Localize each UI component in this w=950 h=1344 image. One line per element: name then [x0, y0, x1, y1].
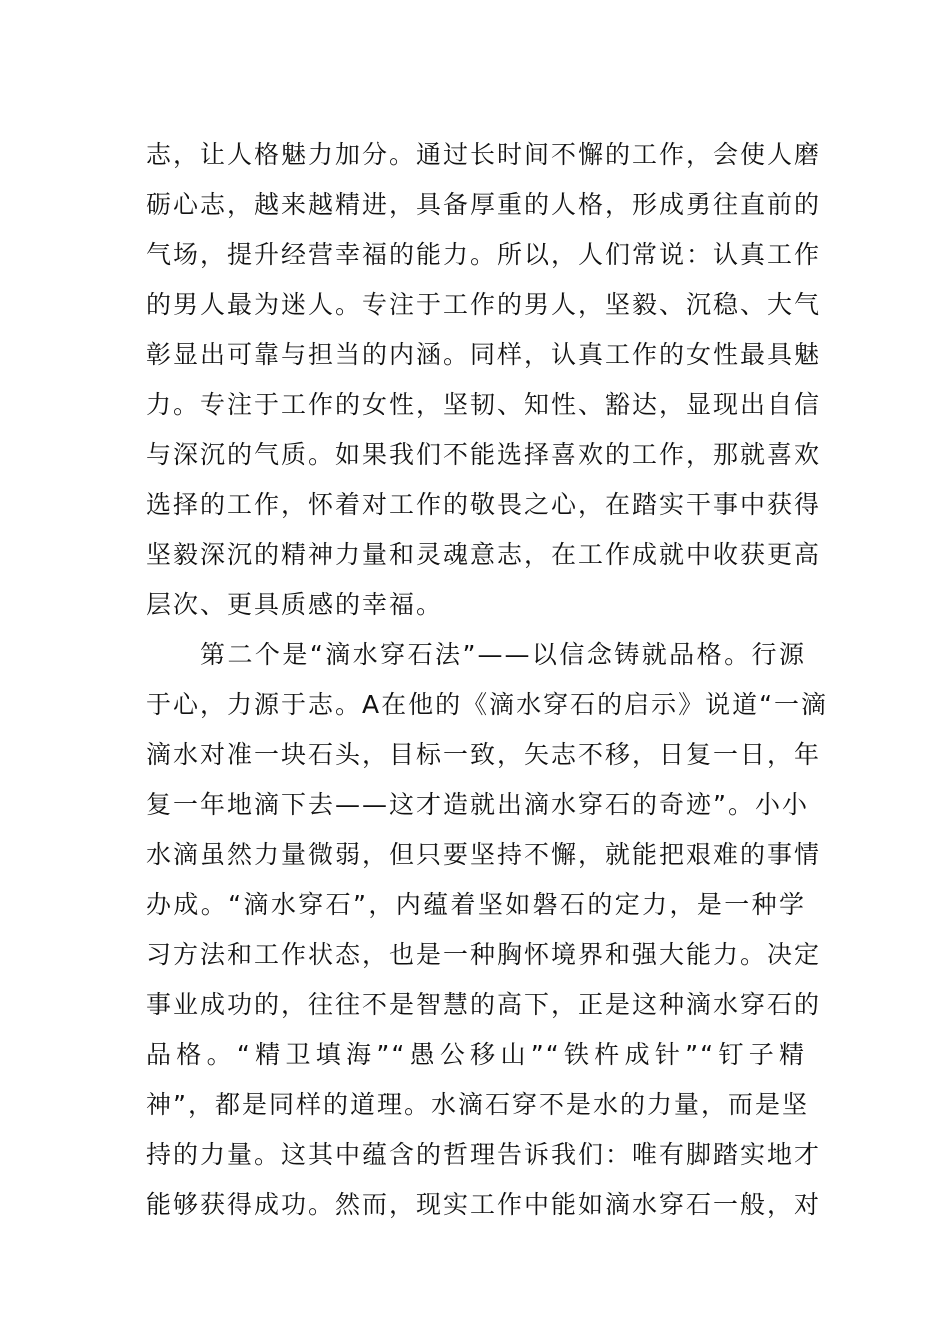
text-line: 力。专注于工作的女性，坚韧、知性、豁达，显现出自信	[146, 390, 822, 419]
text-line: 复一年地滴下去——这才造就出滴水穿石的奇迹”。小小	[146, 790, 809, 819]
text-line: 水滴虽然力量微弱，但只要坚持不懈，就能把艰难的事情	[146, 840, 822, 869]
text-line: 神”，都是同样的道理。水滴石穿不是水的力量，而是坚	[146, 1090, 809, 1119]
text-line: 习方法和工作状态，也是一种胸怀境界和强大能力。决定	[146, 940, 822, 969]
text-line: 事业成功的，往往不是智慧的高下，正是这种滴水穿石的	[146, 990, 822, 1019]
text-line: 办成。“滴水穿石”，内蕴着坚如磐石的定力，是一种学	[146, 890, 806, 919]
text-line: 砺心志，越来越精进，具备厚重的人格，形成勇往直前的	[146, 190, 822, 219]
paragraph-2	[146, 630, 829, 1230]
text-line: 志，让人格魅力加分。通过长时间不懈的工作，会使人磨	[146, 140, 822, 169]
text-line: 层次、更具质感的幸福。	[146, 590, 444, 619]
text-line: 选择的工作，怀着对工作的敬畏之心，在踏实干事中获得	[146, 490, 822, 519]
text-line: 与深沉的气质。如果我们不能选择喜欢的工作，那就喜欢	[146, 440, 822, 469]
paragraph-1	[146, 130, 822, 630]
text-line: 坚毅深沉的精神力量和灵魂意志，在工作成就中收获更高	[146, 540, 822, 569]
body-text	[146, 130, 829, 1230]
text-line: 的男人最为迷人。专注于工作的男人，坚毅、沉稳、大气	[146, 290, 822, 319]
text-line: 彰显出可靠与担当的内涵。同样，认真工作的女性最具魅	[146, 340, 822, 369]
text-line: 能够获得成功。然而，现实工作中能如滴水穿石一般，对	[146, 1190, 822, 1219]
text-line: 持的力量。这其中蕴含的哲理告诉我们：唯有脚踏实地才	[146, 1140, 822, 1169]
text-line: 于心，力源于志。A在他的《滴水穿石的启示》说道“一滴	[146, 690, 829, 719]
text-line: 第二个是“滴水穿石法”——以信念铸就品格。行源	[200, 640, 806, 669]
text-line: 滴水对准一块石头，目标一致，矢志不移，日复一日，年	[146, 740, 822, 769]
text-line: 品格。“精卫填海”“愚公移山”“铁杵成针”“钉子精	[146, 1040, 806, 1069]
text-line: 气场，提升经营幸福的能力。所以，人们常说：认真工作	[146, 240, 822, 269]
